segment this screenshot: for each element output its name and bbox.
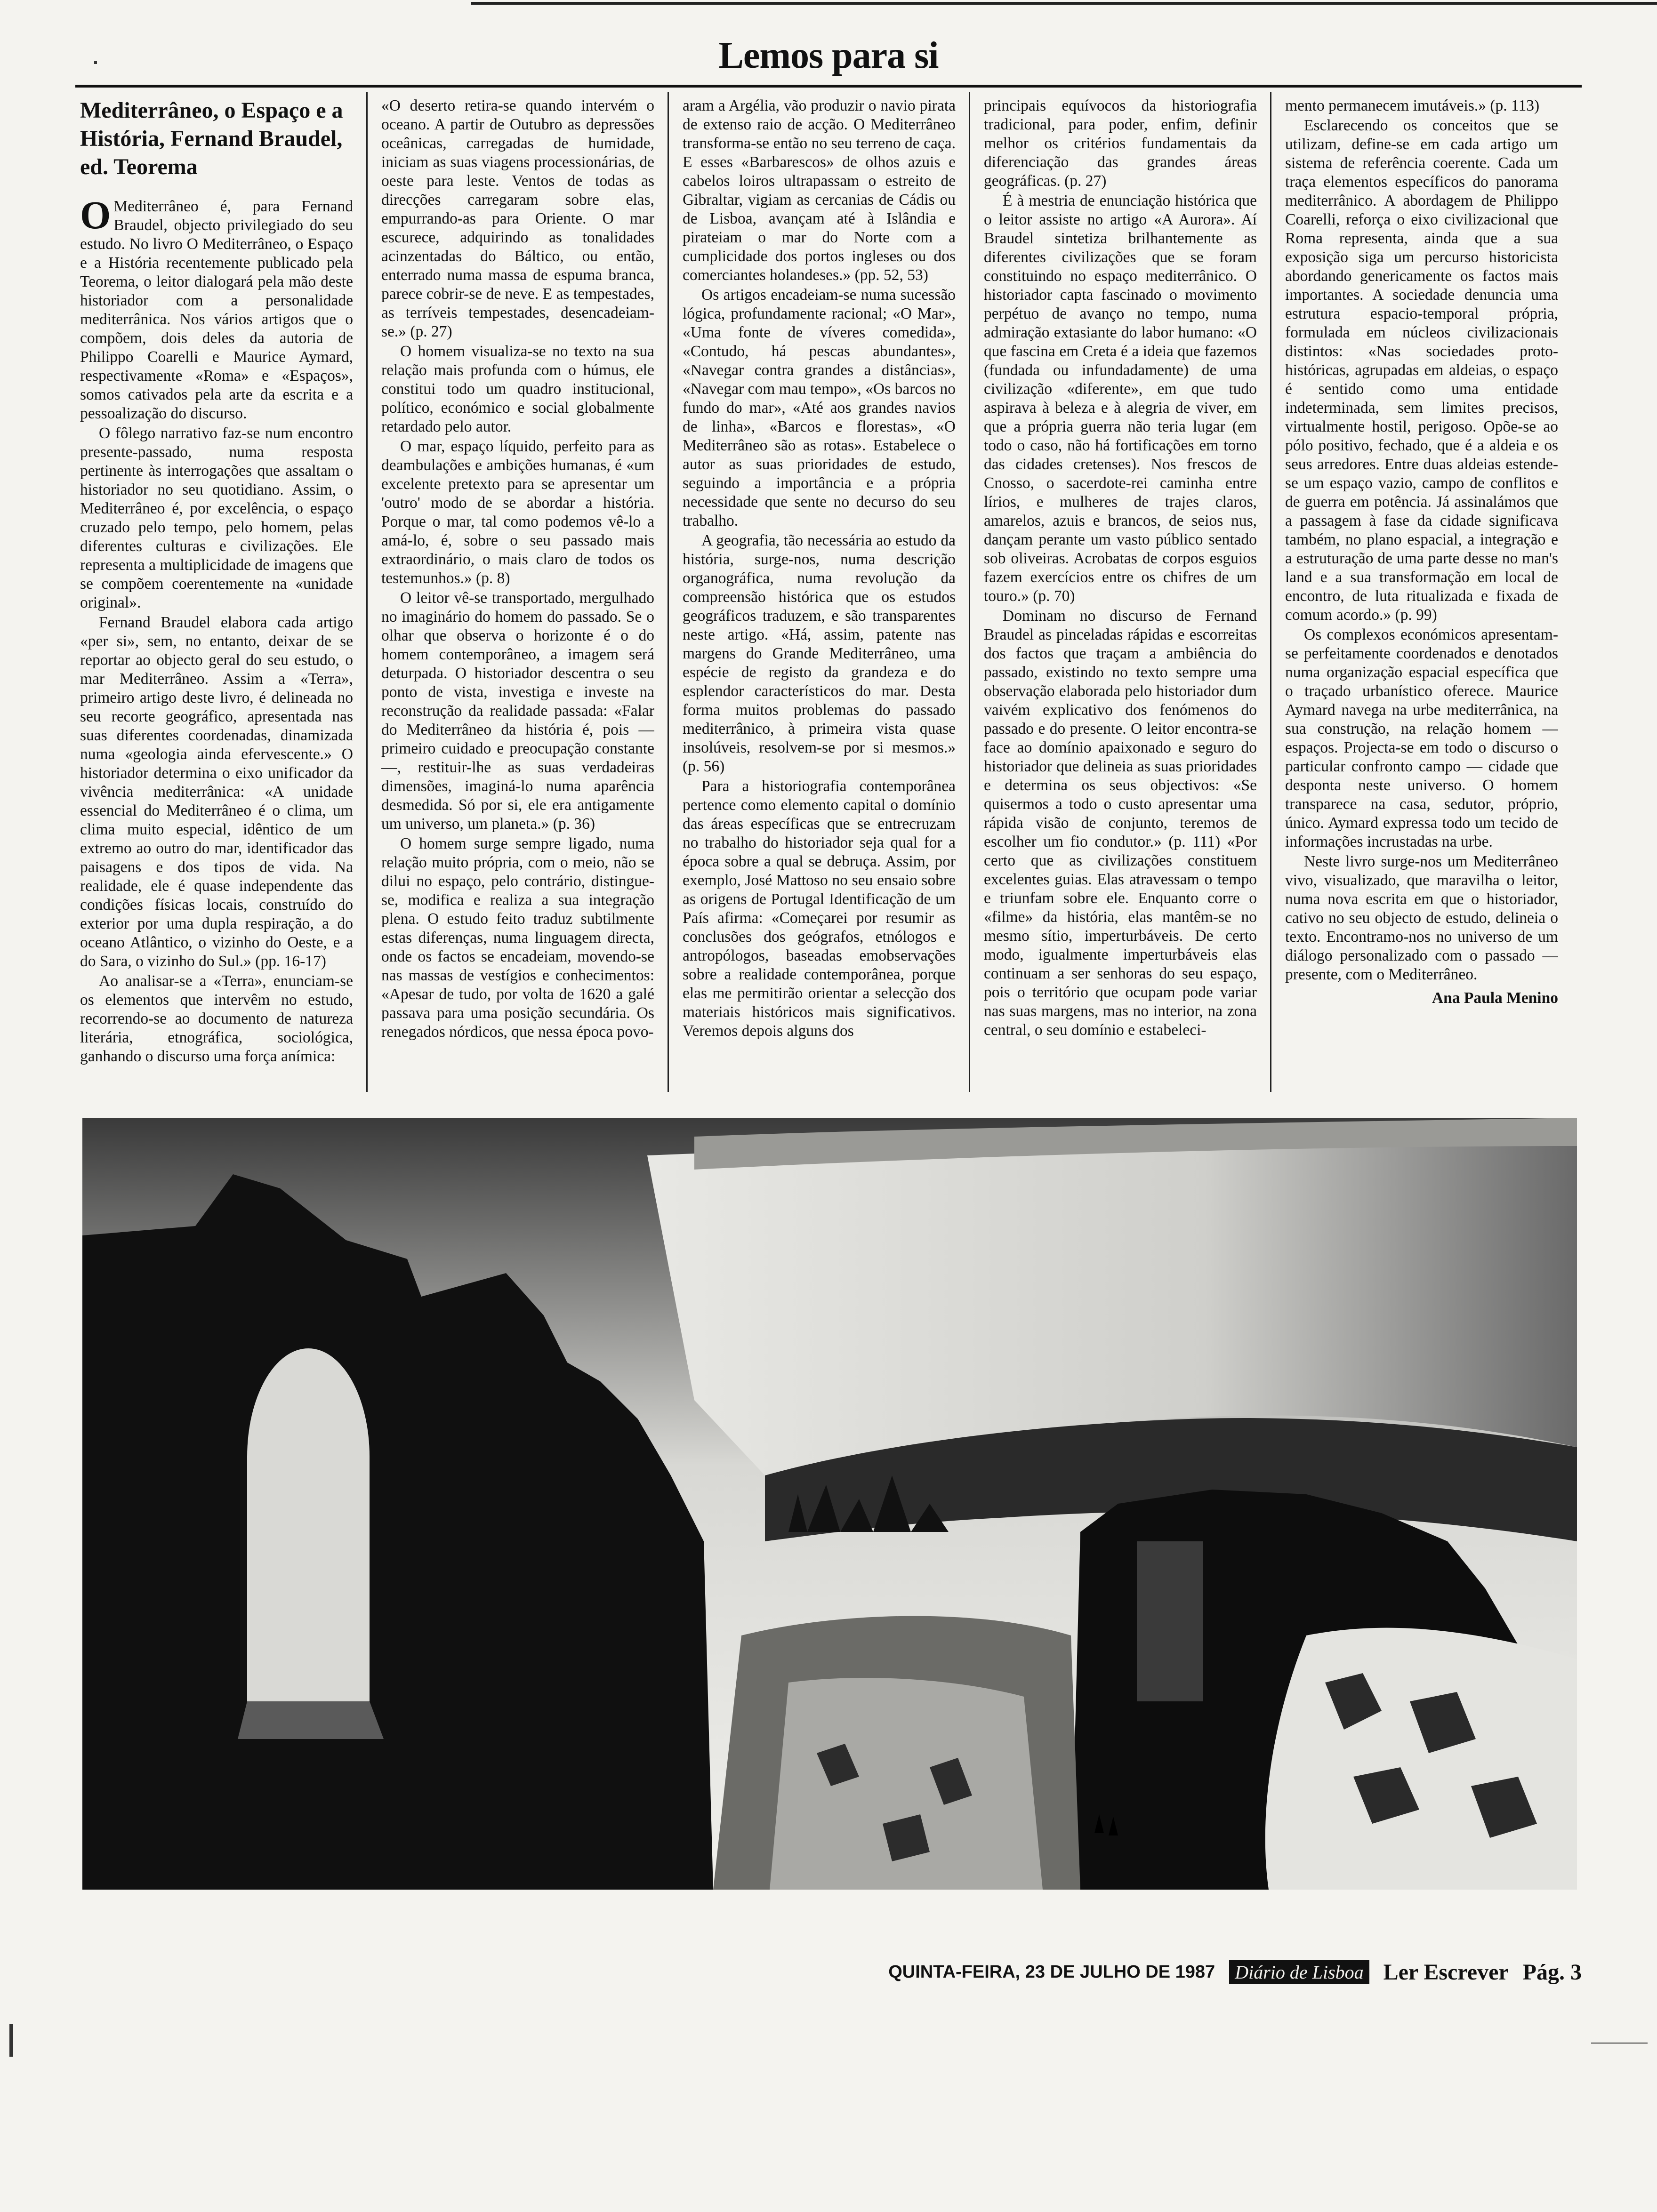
article-paragraph: A geografia, tão necessária ao estudo da história, surge-nos, numa descrição organográfica, numa revolução da compreensão histórica que os estudos geográficos traduzem, e são transparentes neste artigo. «Há, assim, patente nas margens do Grande Mediterrâneo, uma espécie de registo da grandeza e do esplendor característicos do mar. Desta forma muitos problemas do passado mediterrânico, à primeira vista quase insolúveis, resolvem-se por si mesmos.» (p. 56) [683, 532, 956, 775]
article-paragraph: O homem visualiza-se no texto na sua relação mais profunda com o húmus, ele constitui todo um quadro institucional, político, económico e social globalmente retardado pelo autor. [381, 343, 654, 435]
article-paragraph: Neste livro surge-nos um Mediterrâneo vivo, visualizado, que maravilha o leitor, numa nova escrita em que o historiador, cativo no seu objecto de estudo, delineia o texto. Encontramo-nos no universo de um diálogo personalizado com o passado — presente, com o Mediterrâneo. [1285, 853, 1558, 983]
page-footer [847, 1953, 1582, 1991]
article-paragraph: É à mestria de enunciação histórica que o leitor assiste no artigo «A Aurora». Aí Braudel sintetiza brilhantemente as diferentes civilizações que se foram constituindo no espaço mediterrânico. O historiador capta fascinado o movimento perpétuo de avanço no tempo, numa admiração extasiante do labor humano: «O que fascina em Creta é a ideia que fazemos (fundada ou infundadamente) de uma civilização «diferente», em que tudo aspirava à beleza e à alegria de viver, em que a própria guerra não teria lugar (em todo o caso, não há fortificações em torno das cidades cretenses). Nos frescos de Cnosso, o sacerdote-rei caminha entre lírios, e mulheres de trajes claros, amarelos, azuis e brancos, de seios nus, dançam perante um vasto público sentado sob oliveiras. Acrobatas de corpos esguios fazem exercícios entre os chifres de um touro.» (p. 70) [984, 192, 1257, 605]
page-number: Pág. 3 [1522, 1959, 1582, 1985]
article-paragraph: Esclarecendo os conceitos que se utilizam, define-se em cada artigo um sistema de referência coerente. Cada um traça elementos específicos do panorama mediterrânico. A abordagem de Philippo Coarelli, reforça o eixo civilizacional que Roma representa, ainda que a sua exposição siga um percurso historicista abordando genericamente os factos mais importantes. A sociedade denuncia uma estrutura espacio-temporal própria, formulada em núcleos civilizacionais distintos: «Nas sociedades proto-históricas, agrupadas em aldeias, o espaço é sentido como uma entidade indeterminada, sem limites precisos, virtualmente hostil, perigoso. Opõe-se ao pólo positivo, fechado, que é a aldeia e os seus arredores. Entre duas aldeias estende-se um espaço vazio, campo de conflitos e de guerra em potência. Já assinalámos que a passagem à fase da cidade significava também, no plano espacial, a integração e a estruturação de uma parte desse no man's land e a sua transformação em local de encontro, de luta ritualizada e fixada de comum acordo.» (p. 99) [1285, 117, 1558, 624]
scan-mark [94, 61, 97, 64]
newspaper-name: Diário de Lisboa [1229, 1960, 1369, 1984]
ruins-landscape-image [82, 1118, 1577, 1890]
author-signature: Ana Paula Menino [1432, 989, 1558, 1007]
article-paragraph: Ao analisar-se a «Terra», enunciam-se os elementos que intervêm no estudo, recorrendo-se ao documento de natureza literária, etnográfica, sociológica, ganhando o discurso uma força anímica: [80, 972, 353, 1065]
article-paragraph: O fôlego narrativo faz-se num encontro presente-passado, numa resposta pertinente às interrogações que assaltam o historiador no seu quotidiano. Assim, o Mediterrâneo é, por excelência, o espaço cruzado pelo tempo, pelo homem, pelas diferentes culturas e civilizações. Ele representa a multiplicidade de imagens que se compõem coerentemente na «unidade original». [80, 425, 353, 611]
article-paragraph: O homem surge sempre ligado, numa relação muito própria, com o meio, não se dilui no espaço, pelo contrário, distingue-se, modifica e realiza a sua integração plena. O estudo feito traduz subtilmente estas diferenças, numa linguagem directa, onde os factos se encadeiam, movendo-se nas massas de vestígios e conhecimentos: «Apesar de tudo, por volta de 1620 a galé passava para uma posição secundária. Os renegados nórdicos, que nessa época povo- [381, 835, 654, 1041]
column-rule [366, 92, 368, 1092]
article-paragraph: Os complexos económicos apresentam-se perfeitamente coordenados e denotados numa organização espacial específica que o traçado urbanístico oferece. Maurice Aymard navega na urbe mediterrânica, na sua construção, na relação homem — espaços. Projecta-se em todo o discurso o particular confronto campo — cidade que desponta neste universo. O homem transparece na casa, sedutor, próprio, único. Aymard expressa todo um tecido de informações incrustadas na urbe. [1285, 626, 1558, 850]
column-rule [668, 92, 669, 1092]
article-paragraph: Fernand Braudel elabora cada artigo «per si», sem, no entanto, deixar de se reportar ao objecto geral do seu estudo, o mar Mediterrâneo. Assim a «Terra», primeiro artigo deste livro, é delineada no seu recorte geográfico, apresentada nas suas diferentes coordenadas, dinamizada numa «geologia ainda efervescente.» O historiador determina o eixo unificador da vivência mediterrânica: «A unidade essencial do Mediterrâneo é o clima, um clima muito especial, idêntico de um extremo ao outro do mar, identificador das paisagens e dos tipos de vida. Na realidade, ele é quase independente das condições físicas locais, construído do exterior por uma dupla respiração, a do oceano Atlântico, o vizinho do Oeste, e a do Sara, o vizinho do Sul.» (pp. 16-17) [80, 614, 353, 970]
scan-mark [1591, 2043, 1648, 2044]
article-paragraph: «O deserto retira-se quando intervém o oceano. A partir de Outubro as depressões oceânicas, carregadas de humidade, iniciam as suas viagens processionárias, de oeste para leste. Ventos de todas as direcções carregaram sobre elas, empurrando-as para Oriente. O mar escurece, adquirindo as tonalidades acinzentadas do Báltico, ou então, enterrado numa massa de espuma branca, parece cobrir-se de neve. E as tempestades, as terríveis tempestades, desencadeiam-se.» (p. 27) [381, 97, 654, 340]
article-column-5 [1285, 96, 1558, 1090]
article-paragraph: principais equívocos da historiografia tradicional, para poder, enfim, definir melhor os critérios fundamentais da diferenciação das grandes áreas geográficas. (p. 27) [984, 97, 1257, 190]
column-rule [969, 92, 970, 1092]
drop-cap: O [80, 193, 111, 237]
article-paragraph: O mar, espaço líquido, perfeito para as deambulações e ambições humanas, é «um excelente pretexto para se apresentar um 'outro' modo de se abordar a história. Porque o mar, tal como podemos vê-lo a amá-lo, é, sobre o seu passado mais extraordinário, o mais claro de todos os testemunhos.» (p. 8) [381, 438, 654, 587]
article-column-4 [984, 96, 1257, 1090]
scan-mark [9, 2024, 13, 2057]
column-rule [1270, 92, 1271, 1092]
article-column-2 [381, 96, 654, 1090]
issue-date: QUINTA-FEIRA, 23 DE JULHO DE 1987 [888, 1962, 1215, 1982]
ruins-photograph [82, 1118, 1577, 1890]
article-paragraph: Os artigos encadeiam-se numa sucessão lógica, profundamente racional; «O Mar», «Uma fonte de víveres comedida», «Contudo, há pescas abundantes», «Navegar contra grandes a distâncias», «Navegar com mau tempo», «Os barcos no fundo do mar», «Até aos grandes navios de linha», «Barcos e florestas», «O Mediterrâneo são as rotas». Estabelece o autor as suas prioridades de estudo, seguindo a importância e a própria necessidade que sente no decurso do seu trabalho. [683, 286, 956, 529]
article-paragraph: aram a Argélia, vão produzir o navio pirata de extenso raio de acção. O Mediterrâneo transforma-se então no seu terreno de caça. E esses «Barbarescos» de olhos azuis e cabelos loiros ultrapassam o estreito de Gibraltar, vigiam as cercanias de Cádis ou de Lisboa, avançam até à Islândia e pirateiam o mar do Norte com a cumplicidade dos portos ingleses ou dos comerciantes holandeses.» (pp. 52, 53) [683, 97, 956, 284]
header-rule [75, 85, 1582, 88]
section-name: Ler Escrever [1383, 1959, 1509, 1985]
article-paragraph: Para a historiografia contemporânea pertence como elemento capital o domínio das áreas específicas que se entrecruzam no trabalho do historiador seja qual for a época sobre a qual se debruça. Assim, por exemplo, José Mattoso no seu ensaio sobre as origens de Portugal Identificação de um País afirma: «Começarei por resumir as conclusões dos geógrafos, etnólogos e antropólogos, baseadas emobservações sobre a realidade contemporânea, porque elas me permitirão orientar a selecção dos materiais históricos mais significativos. Veremos depois alguns dos [683, 777, 956, 1040]
article-column-3 [683, 96, 956, 1090]
article-paragraph: O leitor vê-se transportado, mergulhado no imaginário do homem do passado. Se o olhar que observa o horizonte é o do homem contemporâneo, a imagem será deturpada. O historiador descentra o seu ponto de vista, investiga e investe na reconstrução da realidade passada: «Falar do Mediterrâneo da história é, pois — primeiro cuidado e preocupação constante —, restituir-lhe as suas verdadeiras dimensões, imaginá-lo numa aparência desmedida. Só por si, ele era antigamente um universo, um planeta.» (p. 36) [381, 589, 654, 833]
top-rule [471, 2, 1657, 5]
article-headline: Mediterrâneo, o Espaço e a História, Fernand Braudel, ed. Teorema [80, 98, 343, 179]
section-masthead: Lemos para si [718, 35, 939, 76]
article-paragraph: mento permanecem imutáveis.» (p. 113) [1285, 97, 1540, 114]
article-paragraph: Dominam no discurso de Fernand Braudel as pinceladas rápidas e escorreitas dos factos que traçam a ambiência do passado, existindo no texto sempre uma observação elaborada pelo historiador dum vaivém explicativo dos fenómenos do passado e do presente. O leitor encontra-se face ao domínio apaixonado e seguro do historiador que delineia as suas prioridades e determina os seus objectivos: «Se quisermos a todo o custo apresentar uma rápida visão de conjunto, teremos de escolher um fio condutor.» (p. 111) «Por certo que as civilizações constituem excelentes guias. Elas atravessam o tempo e triunfam sobre ele. Enquanto corre o «filme» da história, elas mantêm-se no mesmo sítio, imperturbáveis. De certo modo, igualmente imperturbáveis elas continuam a ser senhoras do seu espaço, pois o território que ocupam pode variar nas suas margens, mas no interior, na zona central, o seu domínio e estabeleci- [984, 607, 1257, 1039]
article-paragraph: O Mediterrâneo é, para Fernand Braudel, objecto privilegiado do seu estudo. No livro O Mediterrâneo, o Espaço e a História recentemente publicado pela Teorema, o leitor dialogará pela mão deste historiador com a personalidade mediterrânica. Nos vários artigos que o compõem, dois deles da autoria de Philippo Coarelli e Maurice Aymard, respectivamente «Roma» e «Espaços», somos cativados pela arte da escrita e a pessoalização do discurso. [80, 193, 353, 422]
article-column-1 [80, 96, 353, 1090]
